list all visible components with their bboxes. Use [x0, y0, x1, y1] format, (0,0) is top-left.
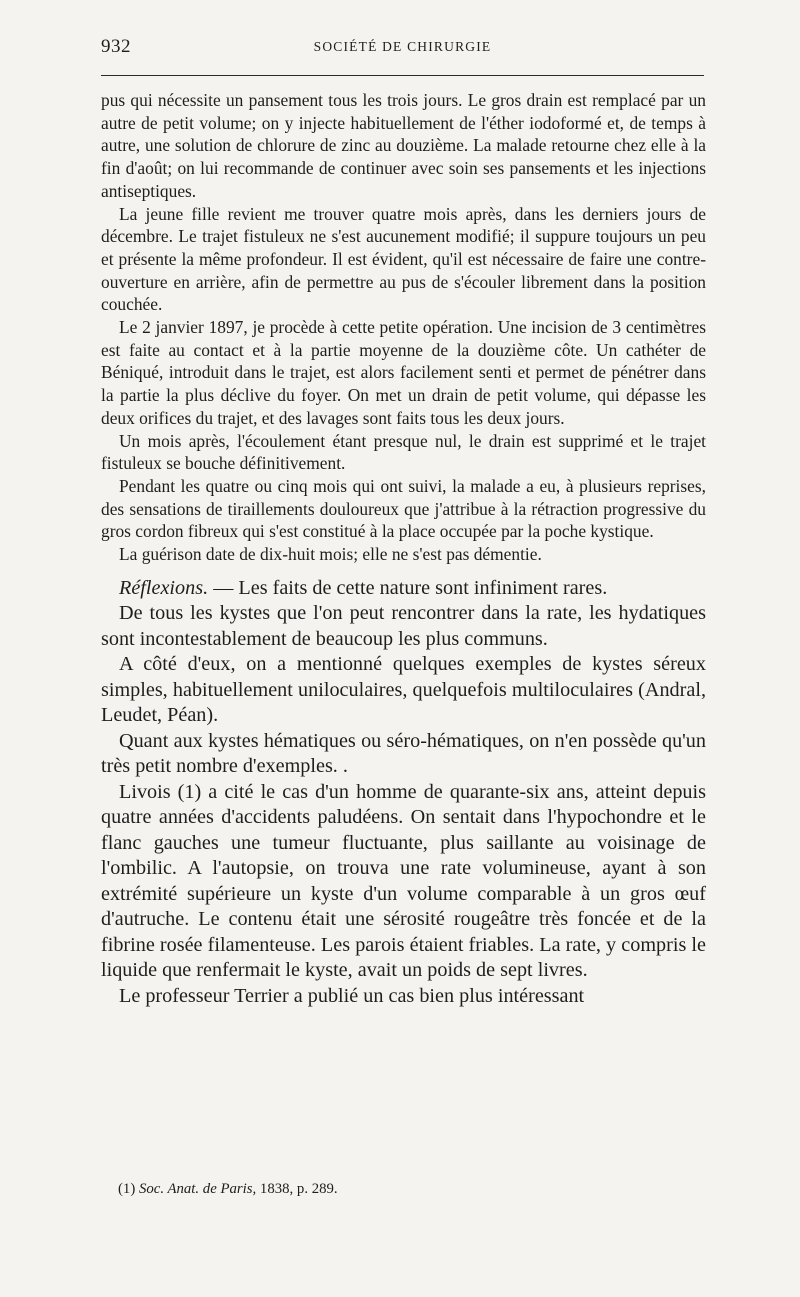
- paragraph: Pendant les quatre ou cinq mois qui ont suivi, la malade a eu, à plusieurs reprises, des sensations de tiraillements douloureux que j'attribue à la rétraction progressive du gros cordon fibreux qui s'est constitué à la place occupée par la poche kystique.: [101, 475, 706, 542]
- reflexions-paragraph: [101, 576, 706, 602]
- paragraph: Le 2 janvier 1897, je procède à cette petite opération. Une incision de 3 centimètres est faite au contact et à la partie moyenne de la douzième côte. Un cathéter de Béniqué, introduit dans le trajet, est alors facilement senti et permet de pénétrer dans la partie la plus déclive du foyer. On met un drain de petit volume, qui dépasse les deux orifices du trajet, et des lavages sont faits tous les deux jours.: [101, 317, 706, 428]
- paragraph: pus qui nécessite un pansement tous les trois jours. Le gros drain est remplacé par un autre de petit volume; on y injecte habituellement de l'éther iodoformé et, de temps à autre, une solution de chlorure de zinc au douzième. La malade retourne chez elle à la fin d'août; on lui recommande de continuer avec soin ses pansements et les injections antiseptiques.: [101, 90, 706, 201]
- paragraph: Livois (1) a cité le cas d'un homme de quarante-six ans, atteint depuis quatre années d'accidents paludéens. On sentait dans l'hypochondre et le flanc gauches une tumeur fluctuante, plus saillante au voisinage de l'ombilic. A l'autopsie, on trouva une rate volumineuse, ayant à son extrémité supérieure un kyste d'un volume comparable à un gros œuf d'autruche. Le contenu était une sérosité rougeâtre très foncée et de la fibrine rosée filamenteuse. Les parois étaient friables. La rate, y compris le liquide que renfermait le kyste, avait un poids de sept livres.: [101, 780, 706, 982]
- header-rule: [101, 75, 704, 76]
- paragraph: A côté d'eux, on a mentionné quelques exemples de kystes séreux simples, habituellement uniloculaires, quelquefois multiloculaires (Andral, Leudet, Péan).: [101, 653, 706, 727]
- paragraph: La jeune fille revient me trouver quatre mois après, dans les derniers jours de décembre. Le trajet fistuleux ne s'est aucunement modifié; il suppure toujours un peu et présente la même profondeur. Il est évident, qu'il est nécessaire de faire une contre-ouverture en arrière, afin de permettre au pus de s'écouler librement dans la position couchée.: [101, 203, 706, 315]
- reflexions-text: — Les faits de cette nature sont infiniment rares.: [208, 576, 608, 599]
- paragraph: La guérison date de dix-huit mois; elle ne s'est pas démentie.: [119, 544, 542, 565]
- page-header: [101, 36, 704, 66]
- paragraph: Un mois après, l'écoulement étant presque nul, le drain est supprimé et le trajet fistuleux se bouche définitivement.: [101, 430, 706, 474]
- reflexions-label: Réflexions.: [119, 576, 209, 599]
- footnote: [118, 1180, 338, 1198]
- footnote-reference: 1838, p. 289.: [256, 1181, 338, 1197]
- body-text: [101, 89, 706, 1009]
- paragraph: De tous les kystes que l'on peut rencontrer dans la rate, les hydatiques sont incontestablement de beaucoup les plus communs.: [101, 602, 706, 650]
- running-title: SOCIÉTÉ DE CHIRURGIE: [313, 39, 492, 54]
- page-number: 932: [101, 36, 131, 57]
- footnote-marker: (1): [118, 1181, 139, 1197]
- paragraph: Le professeur Terrier a publié un cas bien plus intéressant: [119, 984, 585, 1007]
- paragraph: Quant aux kystes hématiques ou séro-hématiques, on n'en possède qu'un très petit nombre d'exemples. .: [101, 729, 706, 778]
- footnote-source: Soc. Anat. de Paris,: [138, 1181, 257, 1197]
